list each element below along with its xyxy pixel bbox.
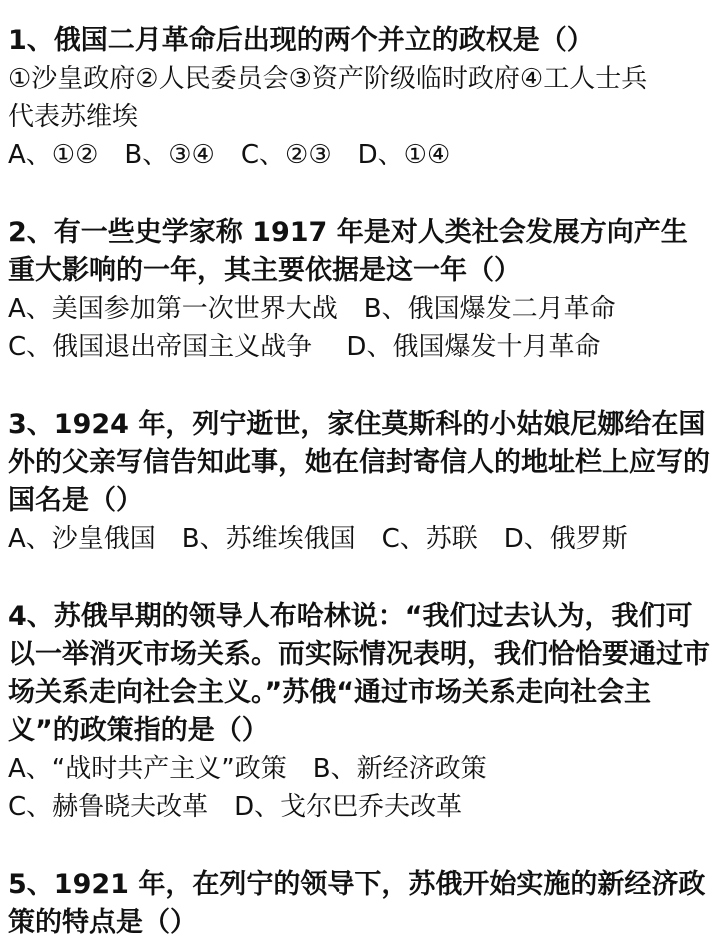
spacer: [8, 366, 710, 406]
answer-choices: A、沙皇俄国 B、苏维埃俄国 C、苏联 D、俄罗斯: [8, 524, 628, 554]
question-stem: 2、有一些史学家称 1917 年是对人类社会发展方向产生重大影响的一年，其主要依据是这一年（）: [8, 217, 688, 286]
question-5: [8, 866, 710, 942]
question-2: [8, 214, 710, 366]
question-1: [8, 22, 710, 174]
answer-choices: A、“战时共产主义”政策 B、新经济政策: [8, 754, 487, 784]
question-stem: 4、苏俄早期的领导人布哈林说：“我们过去认为，我们可以一举消灭市场关系。而实际情况表明，我们恰恰要通过市场关系走向社会主义。”苏俄“通过市场关系走向社会主义”的政策指的是（）: [8, 601, 710, 746]
answer-choices: A、①② B、③④ C、②③ D、①④: [8, 140, 451, 170]
question-stem: 3、1924 年，列宁逝世，家住莫斯科的小姑娘尼娜给在国外的父亲写信告知此事，她在信封寄信人的地址栏上应写的国名是（）: [8, 409, 710, 516]
question-4: [8, 598, 710, 826]
question-options-line: ①沙皇政府②人民委员会③资产阶级临时政府④工人士兵: [8, 64, 648, 94]
spacer: [8, 558, 710, 598]
question-3: [8, 406, 710, 558]
spacer: [8, 174, 710, 214]
answer-choices: C、赫鲁晓夫改革 D、戈尔巴乔夫改革: [8, 792, 463, 822]
question-stem: 5、1921 年，在列宁的领导下，苏俄开始实施的新经济政策的特点是（）: [8, 869, 706, 938]
answer-choices: A、美国参加第一次世界大战 B、俄国爆发二月革命: [8, 294, 616, 324]
question-stem: 1、俄国二月革命后出现的两个并立的政权是（）: [8, 25, 594, 56]
spacer: [8, 826, 710, 866]
question-options-line: 代表苏维埃: [8, 102, 139, 132]
answer-choices: C、俄国退出帝国主义战争 D、俄国爆发十月革命: [8, 332, 601, 362]
